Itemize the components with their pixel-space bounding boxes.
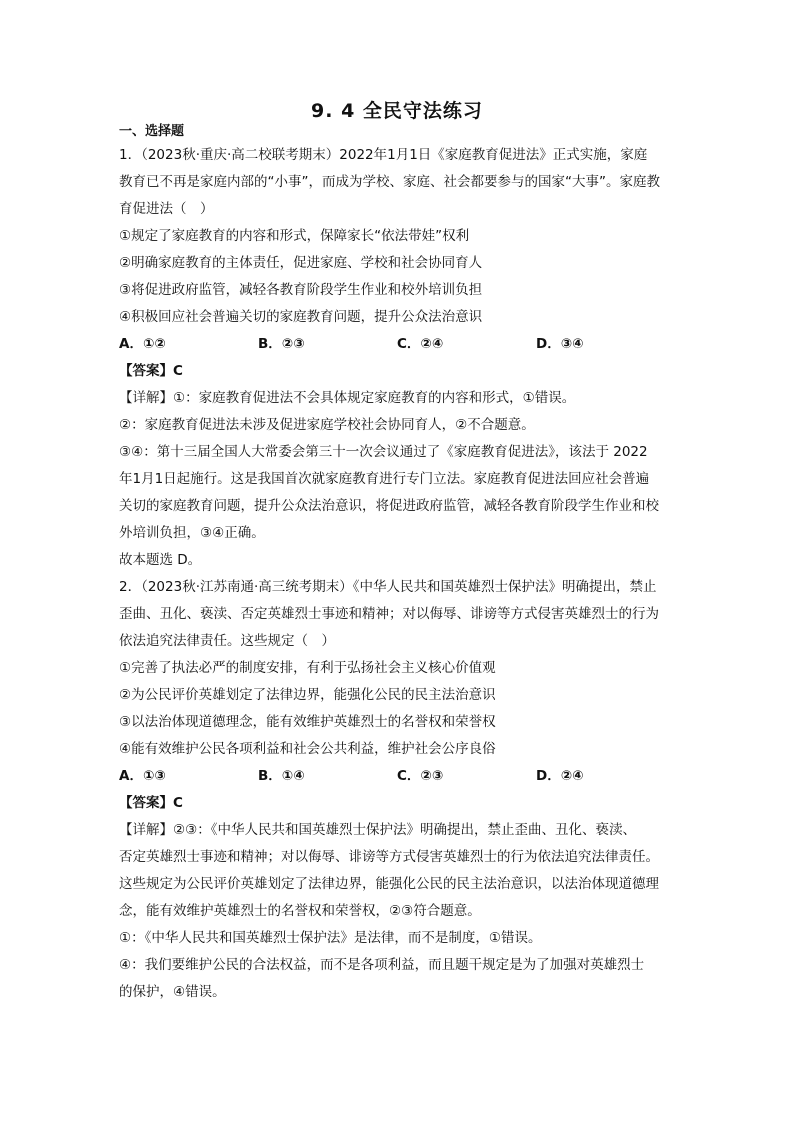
question-2-statement: ④能有效维护公民各项利益和社会公共利益，维护社会公序良俗 [119,741,496,757]
question-1-detail-line: 关切的家庭教育问题，提升公众法治意识，将促进政府监管，减轻各教育阶段学生作业和校 [119,498,659,514]
section-heading: 一、选择题 [119,124,185,139]
option-c: C．②③ [397,768,444,784]
question-1-statement: ④积极回应社会普遍关切的家庭教育问题，提升公众法治意识 [119,309,483,325]
option-a: A．①③ [119,768,166,784]
page-title: 9. 4 全民守法练习 [311,100,483,122]
question-1-stem-line: 1．（2023秋·重庆·高二校联考期末）2022年1月1日《家庭教育促进法》正式实施，家庭 [119,147,648,163]
question-2-detail-line: 的保护，④错误。 [119,984,226,1000]
question-2-options [119,763,699,790]
document-body [119,124,699,1006]
question-2-stem-line: 2．（2023秋·江苏南通·高三统考期末）《中华人民共和国英雄烈士保护法》明确提出，禁止 [119,579,657,595]
question-1-detail-line: 外培训负担，③④正确。 [119,525,265,541]
question-1-detail-line: 年1月1日起施行。这是我国首次就家庭教育进行专门立法。家庭教育促进法回应社会普遍 [119,471,650,487]
question-1-statement: ③将促进政府监管，减轻各教育阶段学生作业和校外培训负担 [119,282,483,298]
question-1-answer: 【答案】C [119,363,183,379]
question-1-statement: ②明确家庭教育的主体责任，促进家庭、学校和社会协同育人 [119,255,483,271]
question-2-statement: ①完善了执法必严的制度安排，有利于弘扬社会主义核心价值观 [119,660,496,676]
option-d: D．③④ [536,336,584,352]
question-2-detail-line: ①：《中华人民共和国英雄烈士保护法》是法律，而不是制度，①错误。 [119,930,542,946]
question-1 [119,142,699,574]
question-1-detail-line: 【详解】①：家庭教育促进法不会具体规定家庭教育的内容和形式，①错误。 [119,390,576,406]
question-1-detail-line: ②：家庭教育促进法未涉及促进家庭学校社会协同育人，②不合题意。 [119,417,535,433]
question-1-detail-line: 故本题选 D。 [119,552,202,568]
question-1-stem-line: 育促进法（ ） [119,201,214,217]
question-2-detail-line: 念，能有效维护英雄烈士的名誉权和荣誉权，②③符合题意。 [119,903,481,919]
question-2-stem-line: 依法追究法律责任。这些规定（ ） [119,633,335,649]
question-2-answer: 【答案】C [119,795,183,811]
question-2-detail-line: 否定英雄烈士事迹和精神；对以侮辱、诽谤等方式侵害英雄烈士的行为依法追究法律责任。 [119,849,659,865]
option-b: B．①④ [258,768,305,784]
question-2-detail-line: ④：我们要维护公民的合法权益，而不是各项利益，而且题干规定是为了加强对英雄烈士 [119,957,645,973]
question-1-detail-line: ③④：第十三届全国人大常委会第三十一次会议通过了《家庭教育促进法》，该法于 2022 [119,444,648,460]
option-d: D．②④ [536,768,584,784]
question-1-stem-line: 教育已不再是家庭内部的“小事”，而成为学校、家庭、社会都要参与的国家“大事”。家庭教 [119,174,660,190]
option-a: A．①② [119,336,166,352]
question-1-options [119,331,699,358]
question-2-stem-line: 歪曲、丑化、亵渎、否定英雄烈士事迹和精神；对以侮辱、诽谤等方式侵害英雄烈士的行为 [119,606,659,622]
option-c: C．②④ [397,336,444,352]
question-2-detail-line: 【详解】②③：《中华人民共和国英雄烈士保护法》明确提出，禁止歪曲、丑化、亵渎、 [119,822,636,838]
option-b: B．②③ [258,336,305,352]
question-2 [119,574,699,1006]
question-1-statement: ①规定了家庭教育的内容和形式，保障家长“依法带娃”权利 [119,228,470,244]
question-2-statement: ②为公民评价英雄划定了法律边界，能强化公民的民主法治意识 [119,687,496,703]
question-2-statement: ③以法治体现道德理念，能有效维护英雄烈士的名誉权和荣誉权 [119,714,496,730]
question-2-detail-line: 这些规定为公民评价英雄划定了法律边界，能强化公民的民主法治意识，以法治体现道德理 [119,876,659,892]
